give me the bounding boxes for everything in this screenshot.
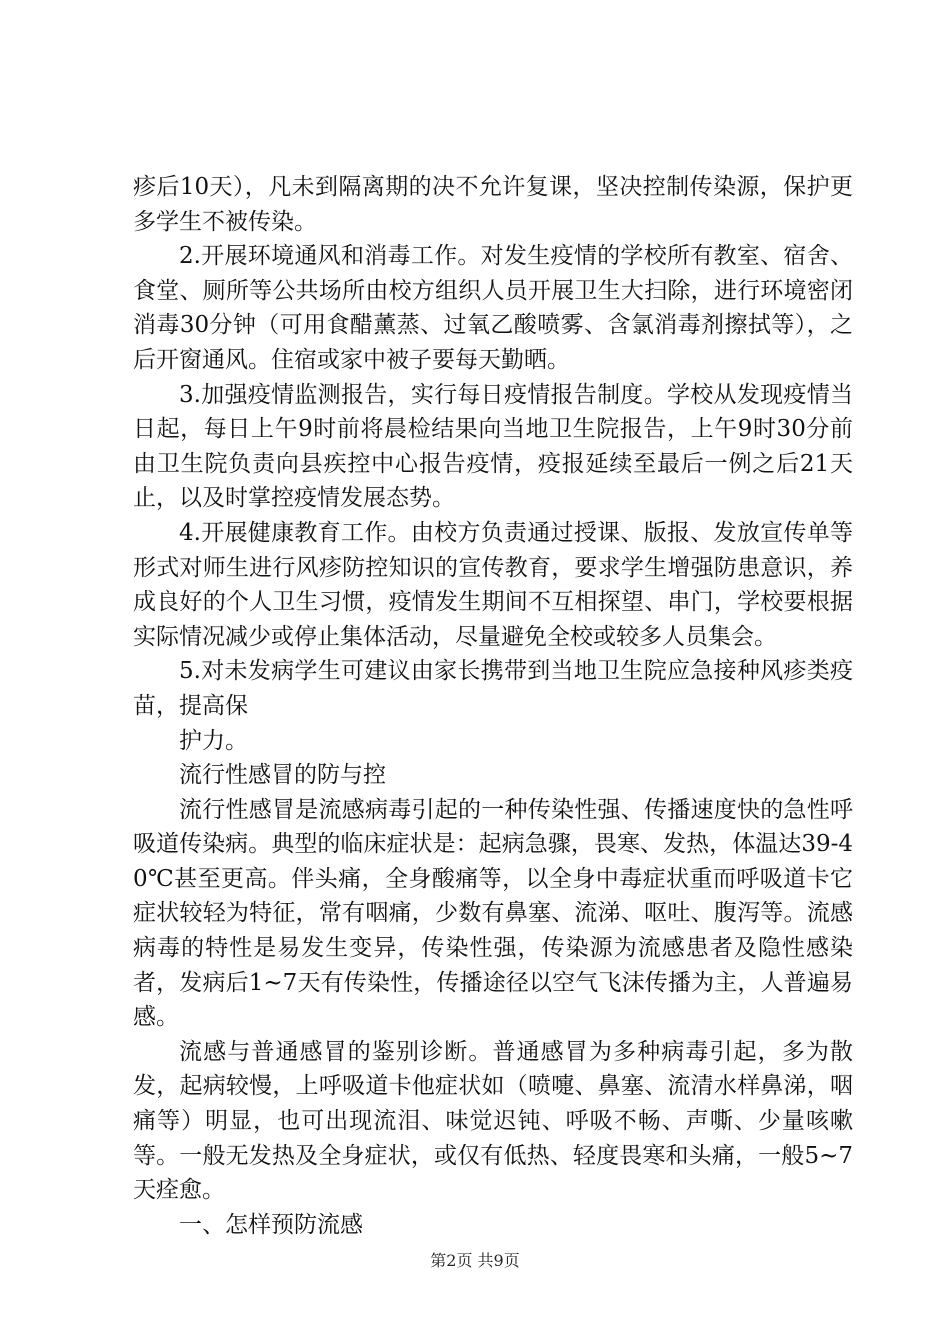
paragraph-item-3: 3.加强疫情监测报告，实行每日疫情报告制度。学校从发现疫情当日起，每日上午9时前将晨检结果向当地卫生院报告，上午9时30分前由卫生院负责向县疾控中心报告疫情，疫报延续至最后一例之后21天止，以及时掌控疫情发展态势。 [133, 381, 853, 512]
section-heading-prevention: 一、怎样预防流感 [179, 1211, 363, 1238]
paragraph-item-5: 5.对未发病学生可建议由家长携带到当地卫生院应急接种风疹类疫苗，提高保 [133, 658, 853, 719]
paragraph-item-2: 2.开展环境通风和消毒工作。对发生疫情的学校所有教室、宿舍、食堂、厕所等公共场所由校方组织人员开展卫生大扫除，进行环境密闭消毒30分钟（可用食醋薰蒸、过氧乙酸喷雾、含氯消毒剂擦拭等），之后开窗通风。住宿或家中被子要每天勤晒。 [133, 243, 853, 373]
paragraph-flu-diagnosis: 流感与普通感冒的鉴别诊断。普通感冒为多种病毒引起，多为散发，起病较慢，上呼吸道卡他症状如（喷嚏、鼻塞、流清水样鼻涕，咽痛等）明显，也可出现流泪、味觉迟钝、呼吸不畅、声嘶、少量咳嗽等。一般无发热及全身症状，或仅有低热、轻度畏寒和头痛，一般5~7天痊愈。 [133, 1038, 853, 1204]
page-number: 第2页 共9页 [430, 1251, 520, 1270]
paragraph-flu-intro: 流行性感冒是流感病毒引起的一种传染性强、传播速度快的急性呼吸道传染病。典型的临床症状是：起病急骤，畏寒、发热，体温达39-40℃甚至更高。伴头痛，全身酸痛等，以全身中毒症状重而呼吸道卡它症状较轻为特征，常有咽痛，少数有鼻塞、流涕、呕吐、腹泻等。流感病毒的特性是易发生变异，传染性强，传染源为流感患者及隐性感染者，发病后1~7天有传染性，传播途径以空气飞沫传播为主，人普遍易感。 [133, 796, 853, 1031]
paragraph-item-4: 4.开展健康教育工作。由校方负责通过授课、版报、发放宣传单等形式对师生进行风疹防控知识的宣传教育，要求学生增强防患意识，养成良好的个人卫生习惯，疫情发生期间不互相探望、串门，学校要根据实际情况减少或停止集体活动，尽量避免全校或较多人员集会。 [133, 519, 853, 650]
paragraph-item-5-tail: 护力。 [179, 727, 248, 754]
paragraph-continuation: 疹后10天），凡未到隔离期的决不允许复课，坚决控制传染源，保护更多学生不被传染。 [133, 174, 853, 235]
section-heading-flu: 流行性感冒的防与控 [179, 762, 386, 789]
document-body [133, 170, 853, 1242]
